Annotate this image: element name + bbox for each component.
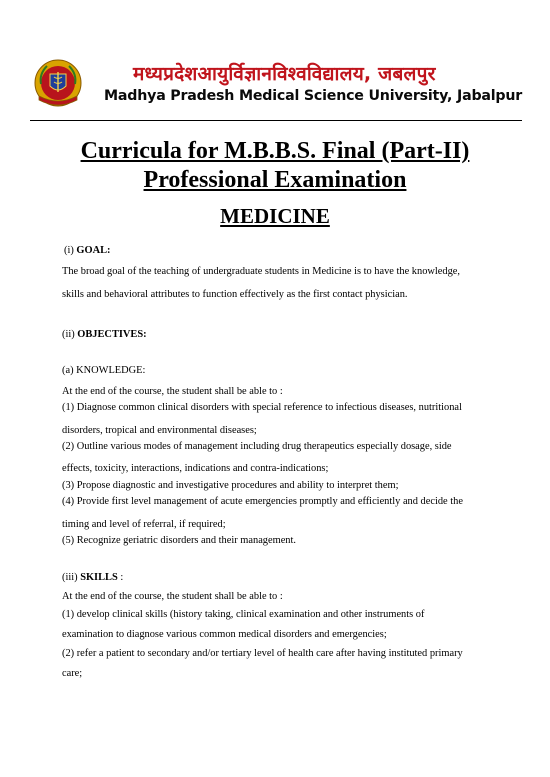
knowledge-item: (4) Provide first level management of acute emergencies promptly and efficiently and decide the	[62, 496, 463, 507]
knowledge-item: (1) Diagnose common clinical disorders with special reference to infectious diseases, nutritional	[62, 402, 462, 413]
skills-item: care;	[62, 668, 83, 679]
title-line-2: Professional Examination	[143, 167, 407, 193]
skills-item: (2) refer a patient to secondary and/or tertiary level of health care after having instituted primary	[62, 648, 463, 659]
goal-text-line-1: The broad goal of the teaching of undergraduate students in Medicine is to have the knowledge,	[62, 266, 460, 277]
knowledge-item: (2) Outline various modes of management including drug therapeutics especially dosage, side	[62, 441, 452, 452]
goal-heading	[64, 244, 110, 257]
title-line-1: Curricula for M.B.B.S. Final (Part-II)	[80, 138, 470, 164]
knowledge-item: (5) Recognize geriatric disorders and their management.	[62, 535, 296, 546]
university-name-english: Madhya Pradesh Medical Science University, Jabalpur	[104, 88, 523, 104]
skills-heading-text: SKILLS	[80, 572, 118, 583]
university-emblem-icon	[33, 58, 83, 110]
university-name-hindi: मध्यप्रदेशआयुर्विज्ञानविश्वविद्यालय, जबलपुर	[133, 63, 436, 85]
header-divider	[30, 120, 522, 121]
skills-intro: At the end of the course, the student shall be able to :	[62, 591, 283, 602]
skills-item: (1) develop clinical skills (history taking, clinical examination and other instruments of	[62, 609, 425, 620]
objectives-heading-text: OBJECTIVES:	[77, 329, 147, 340]
knowledge-item: effects, toxicity, interactions, indications and contra-indications;	[62, 463, 329, 474]
university-header	[0, 56, 550, 116]
objectives-heading	[62, 328, 147, 341]
goal-text-line-2: skills and behavioral attributes to function effectively as the first contact physician.	[62, 289, 408, 300]
skills-label: (iii)	[62, 572, 81, 583]
skills-heading	[62, 571, 123, 584]
objectives-label: (ii)	[62, 329, 78, 340]
knowledge-heading: (a) KNOWLEDGE:	[62, 365, 146, 376]
knowledge-item: disorders, tropical and environmental diseases;	[62, 425, 257, 436]
knowledge-item: timing and level of referral, if required;	[62, 519, 226, 530]
goal-label: (i)	[64, 245, 77, 256]
knowledge-item: (3) Propose diagnostic and investigative procedures and ability to interpret them;	[62, 480, 399, 491]
skills-suffix: :	[117, 572, 124, 583]
document-title	[0, 137, 550, 195]
skills-item: examination to diagnose various common medical disorders and emergencies;	[62, 629, 387, 640]
subject-heading: MEDICINE	[220, 204, 330, 228]
knowledge-intro: At the end of the course, the student shall be able to :	[62, 386, 283, 397]
goal-heading-text: GOAL:	[76, 245, 111, 256]
